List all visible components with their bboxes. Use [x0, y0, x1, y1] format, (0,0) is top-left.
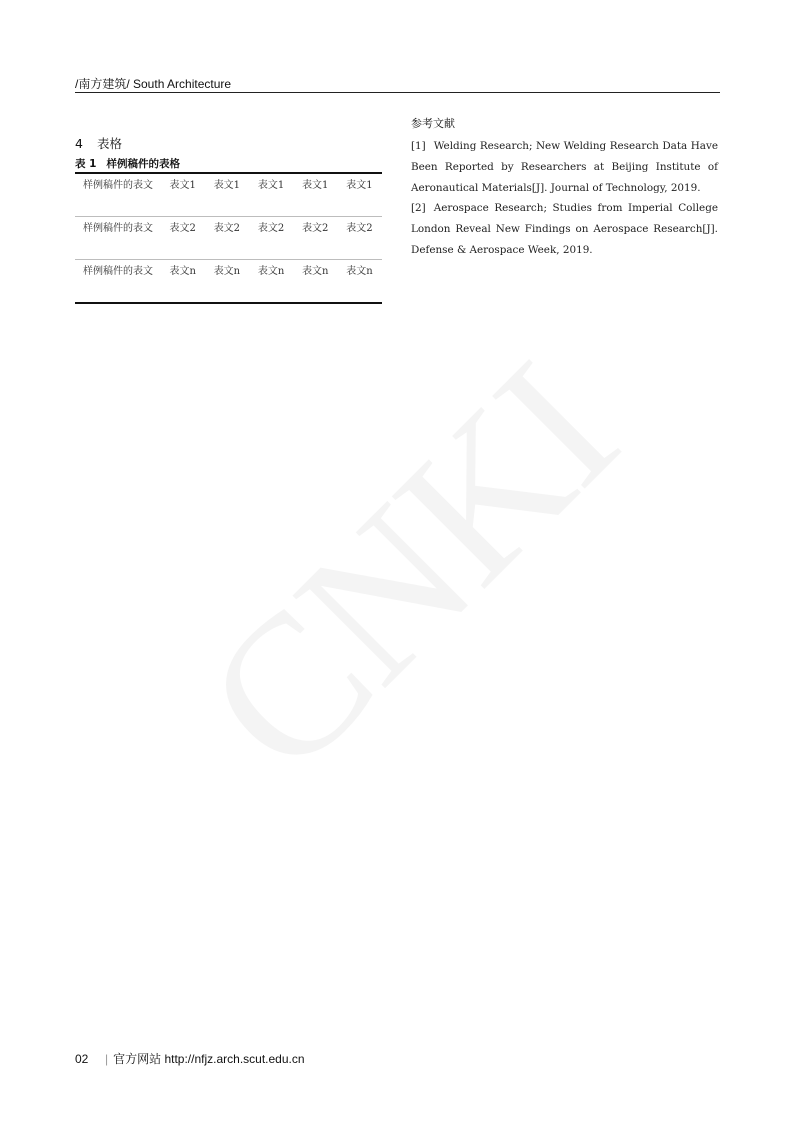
watermark [141, 301, 678, 838]
header-rule [75, 92, 720, 93]
table-cell: 表文1 [205, 173, 249, 217]
table-cell: 样例稿件的表文 [75, 217, 161, 260]
table-cell: 表文2 [338, 217, 382, 260]
table-row [75, 173, 382, 217]
table-row [75, 260, 382, 304]
page-footer [75, 1050, 305, 1067]
section-heading [75, 136, 382, 151]
section-number: 4 [75, 136, 83, 151]
table-cell: 表文1 [338, 173, 382, 217]
running-header: /南方建筑/ South Architecture [75, 77, 232, 91]
reference-number: [2] [411, 202, 426, 215]
footer-site: 官方网站 http://nfjz.arch.scut.edu.cn [113, 1052, 305, 1066]
table-cell: 表文2 [161, 217, 205, 260]
reference-number: [1] [411, 140, 426, 152]
references-heading: 参考文献 [411, 117, 455, 130]
data-table [75, 172, 382, 304]
reference-text: Aerospace Research; Studies from Imperial College London Reveal New Findings on Aerospace Research[J]. Defense & Aerospace Week, 2019. [411, 202, 718, 256]
table-cell: 表文2 [249, 217, 293, 260]
table-cell: 表文1 [294, 173, 338, 217]
table-cell: 表文2 [294, 217, 338, 260]
reference-text: Welding Research; New Welding Research Data Have Been Reported by Researchers at Beijing Institute of Aeronautical Materials[J]. Journal of Technology, 2019. [411, 140, 718, 194]
table-cell: 表文n [249, 260, 293, 304]
table-cell: 表文n [161, 260, 205, 304]
references-section [411, 114, 718, 261]
table-caption-title: 样例稿件的表格 [106, 158, 180, 170]
section-title: 表格 [97, 136, 123, 151]
reference-item [411, 198, 718, 260]
table-cell: 表文n [205, 260, 249, 304]
table-cell: 表文n [338, 260, 382, 304]
table-cell: 样例稿件的表文 [75, 173, 161, 217]
table-row [75, 217, 382, 260]
table-cell: 表文1 [249, 173, 293, 217]
table-cell: 表文n [294, 260, 338, 304]
table-caption [75, 156, 382, 172]
table-cell: 表文1 [161, 173, 205, 217]
footer-separator: | [105, 1052, 109, 1066]
left-column [75, 136, 382, 304]
page-number: 02 [75, 1052, 89, 1066]
table-caption-label: 表 1 [75, 158, 97, 170]
reference-item [411, 136, 718, 198]
table-cell: 表文2 [205, 217, 249, 260]
table-cell: 样例稿件的表文 [83, 266, 153, 277]
